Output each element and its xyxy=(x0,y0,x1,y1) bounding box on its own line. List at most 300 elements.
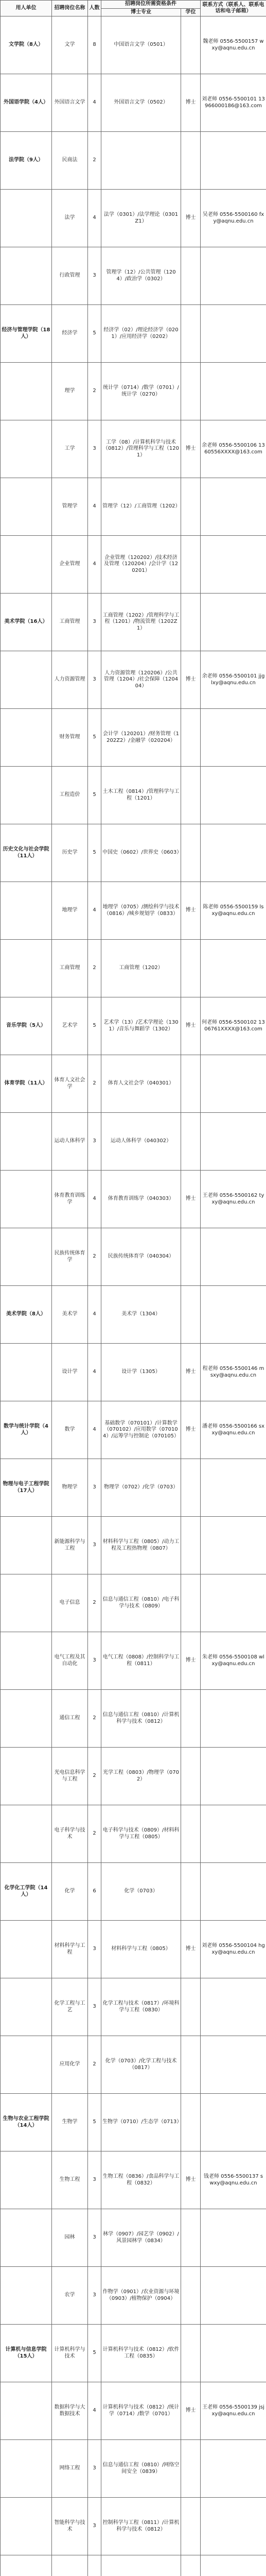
table-row xyxy=(1,1805,266,1863)
cell-contact xyxy=(201,478,266,536)
cell-unit xyxy=(1,536,52,594)
cell-count: 3 xyxy=(88,1517,101,1574)
table-row xyxy=(1,1113,266,1171)
cell-contact xyxy=(201,767,266,824)
table-header xyxy=(1,1,266,16)
cell-contact xyxy=(201,2094,266,2151)
table-row xyxy=(1,997,266,1055)
cell-count: 4 xyxy=(88,882,101,940)
cell-major: 物理学（0702）/化学（0703） xyxy=(101,1459,181,1517)
cell-major: 运动人体科学（040302） xyxy=(101,1113,181,1171)
cell-contact xyxy=(201,1574,266,1632)
cell-unit: 计算机与信息学院（15人） xyxy=(1,2325,52,2382)
cell-position: 光电信息科学与工程 xyxy=(52,1748,88,1805)
cell-contact xyxy=(201,1228,266,1286)
cell-degree: 博士 xyxy=(181,1921,201,1978)
cell-unit xyxy=(1,882,52,940)
cell-contact xyxy=(201,1286,266,1344)
cell-count: 3 xyxy=(88,2151,101,2209)
cell-degree: 博士 xyxy=(181,2382,201,2440)
cell-major: 工商管理（1202） xyxy=(101,940,181,997)
cell-major: 经济学（02）/理论经济学（0201）/应用经济学（0202） xyxy=(101,305,181,363)
cell-degree xyxy=(181,594,201,651)
cell-count: 4 xyxy=(88,1344,101,1401)
table-row xyxy=(1,2094,266,2151)
cell-count: 3 xyxy=(88,594,101,651)
cell-position: 体育人文社会学 xyxy=(52,1055,88,1113)
cell-degree xyxy=(181,2036,201,2094)
cell-contact: 余老师 0556-5500101 jjglxy@aqnu.edu.cn xyxy=(201,651,266,709)
cell-major: 艺术学（13）/艺术学理论（1301）/音乐与舞蹈学（1302） xyxy=(101,997,181,1055)
cell-unit xyxy=(1,2555,52,2576)
cell-count: 2 xyxy=(88,1228,101,1286)
cell-degree: 博士 xyxy=(181,651,201,709)
cell-count: 4 xyxy=(88,478,101,536)
cell-major: 林学（0907）/园艺学（0902）/风景园林学（0834） xyxy=(101,2209,181,2267)
cell-degree xyxy=(181,1748,201,1805)
cell-unit: 生物与农业工程学院（14人） xyxy=(1,2094,52,2151)
cell-count: 3 xyxy=(88,247,101,305)
cell-degree xyxy=(181,1055,201,1113)
cell-count: 4 xyxy=(88,1286,101,1344)
table-row xyxy=(1,1690,266,1748)
cell-major: 设计学（1305） xyxy=(101,1344,181,1401)
cell-position: 通信工程 xyxy=(52,1690,88,1748)
cell-unit: 外国语学院（4人） xyxy=(1,74,52,132)
cell-major: 化学工程与技术（0817）/环境科学与工程（0830） xyxy=(101,1978,181,2036)
cell-unit xyxy=(1,767,52,824)
cell-contact: 吴老师 0556-5500160 fxy@aqnu.edu.cn xyxy=(201,190,266,247)
cell-position: 应用化学 xyxy=(52,2036,88,2094)
cell-major: 生物工程（0836）/食品科学与工程（0832） xyxy=(101,2151,181,2209)
cell-degree xyxy=(181,2209,201,2267)
cell-degree: 博士 xyxy=(181,997,201,1055)
table-row xyxy=(1,1574,266,1632)
cell-count: 2 xyxy=(88,1748,101,1805)
cell-degree: 博士 xyxy=(181,420,201,478)
header-position: 招聘岗位名称 xyxy=(52,1,88,16)
cell-unit: 体育学院（11人） xyxy=(1,1055,52,1113)
cell-contact xyxy=(201,536,266,594)
cell-contact xyxy=(201,247,266,305)
cell-unit xyxy=(1,478,52,536)
cell-degree xyxy=(181,536,201,594)
cell-major: 地理学（0705）/测绘科学与技术（0816）/城乡规划学（0833） xyxy=(101,882,181,940)
cell-position: 艺术学 xyxy=(52,997,88,1055)
table-row xyxy=(1,1921,266,1978)
cell-major: 化学（0703） xyxy=(101,1863,181,1921)
cell-position: 生物工程 xyxy=(52,2151,88,2209)
cell-unit: 化学化工学院（14人） xyxy=(1,1863,52,1921)
table-row xyxy=(1,594,266,651)
cell-degree xyxy=(181,1863,201,1921)
cell-count: 4 xyxy=(88,2382,101,2440)
cell-major: 土木工程（0814）/管理科学与工程（1201） xyxy=(101,767,181,824)
cell-unit xyxy=(1,1113,52,1171)
table-row xyxy=(1,882,266,940)
cell-degree xyxy=(181,1978,201,2036)
table-row xyxy=(1,2555,266,2576)
cell-position: 园林 xyxy=(52,2209,88,2267)
cell-count: 6 xyxy=(88,1863,101,1921)
table-row xyxy=(1,1459,266,1517)
cell-major xyxy=(101,132,181,190)
cell-position: 网络工程 xyxy=(52,2440,88,2498)
cell-unit xyxy=(1,1805,52,1863)
cell-major: 电子科学与技术（0809）/材料科学与工程（0805） xyxy=(101,1805,181,1863)
cell-count: 4 xyxy=(88,536,101,594)
cell-count: 4 xyxy=(88,1171,101,1228)
cell-count: 2 xyxy=(88,1574,101,1632)
cell-count: 5 xyxy=(88,2094,101,2151)
table-row xyxy=(1,824,266,882)
cell-degree xyxy=(181,2267,201,2325)
cell-major: 材料科学与工程（0805）/动力工程及工程热物理（0807） xyxy=(101,1517,181,1574)
cell-count: 5 xyxy=(88,997,101,1055)
cell-contact: 何老师 0556-5500102 1306761XXXX@163.com xyxy=(201,997,266,1055)
cell-contact: 刘老师 0556-5500101 13966000186@163.com xyxy=(201,74,266,132)
cell-position: 智能科学与技术 xyxy=(52,2498,88,2555)
cell-count: 8 xyxy=(88,16,101,74)
cell-position: 化学工程与工艺 xyxy=(52,1978,88,2036)
cell-major: 企业管理（120202）/技术经济及管理（120204）/会计学（120201） xyxy=(101,536,181,594)
cell-degree: 博士 xyxy=(181,74,201,132)
cell-count: 3 xyxy=(88,1632,101,1690)
cell-unit: 美术学院（8人） xyxy=(1,1286,52,1344)
cell-contact xyxy=(201,2036,266,2094)
cell-position: 民族传统体育学 xyxy=(52,1228,88,1286)
cell-unit xyxy=(1,2151,52,2209)
cell-contact xyxy=(201,2498,266,2555)
table-row xyxy=(1,536,266,594)
cell-position: 工商管理 xyxy=(52,594,88,651)
table-row xyxy=(1,2036,266,2094)
cell-degree xyxy=(181,305,201,363)
cell-degree xyxy=(181,478,201,536)
cell-degree xyxy=(181,1228,201,1286)
cell-major: 工学（08）/计算机科学与技术（0812）/管理科学与工程（1201） xyxy=(101,420,181,478)
table-row xyxy=(1,1517,266,1574)
cell-count: 2 xyxy=(88,1690,101,1748)
cell-unit xyxy=(1,709,52,767)
cell-degree xyxy=(181,1459,201,1517)
cell-count: 2 xyxy=(88,1055,101,1113)
cell-degree xyxy=(181,2094,201,2151)
cell-unit: 音乐学院（5人） xyxy=(1,997,52,1055)
cell-contact: 刘老师 0556-5500104 hgxy@aqnu.edu.cn xyxy=(201,1921,266,1978)
cell-major: 光学工程（0803）/物理学（0702） xyxy=(101,1748,181,1805)
cell-count: 2 xyxy=(88,2036,101,2094)
cell-degree: 博士 xyxy=(181,1344,201,1401)
cell-unit xyxy=(1,1228,52,1286)
cell-unit xyxy=(1,1690,52,1748)
table-row xyxy=(1,767,266,824)
cell-major: 外国语言文学（0502） xyxy=(101,74,181,132)
cell-count: 5 xyxy=(88,767,101,824)
cell-position: 法学 xyxy=(52,190,88,247)
cell-position: 财务管理 xyxy=(52,709,88,767)
header-row xyxy=(1,1,266,9)
cell-position: 数据科学与大数据技术 xyxy=(52,2382,88,2440)
cell-position: 经济学 xyxy=(52,305,88,363)
cell-position: 地理学 xyxy=(52,882,88,940)
table-row xyxy=(1,1228,266,1286)
table-row xyxy=(1,2151,266,2209)
cell-contact: 潘老师 0556-5500166 sxxy@aqnu.edu.cn xyxy=(201,1401,266,1459)
cell-unit xyxy=(1,2440,52,2498)
cell-count: 3 xyxy=(88,1113,101,1171)
cell-degree xyxy=(181,16,201,74)
cell-major: 信息与通信工程（0810）/计算机科学与技术（0812） xyxy=(101,1690,181,1748)
cell-position: 工商管理 xyxy=(52,940,88,997)
table-row xyxy=(1,940,266,997)
cell-position: 文学 xyxy=(52,16,88,74)
table-row xyxy=(1,2325,266,2382)
cell-count: 4 xyxy=(88,74,101,132)
cell-contact: 魏老师 0556-5500157 wxy@aqnu.edu.cn xyxy=(201,16,266,74)
cell-position: 数学 xyxy=(52,1401,88,1459)
table-row xyxy=(1,190,266,247)
header-count: 人数 xyxy=(88,1,101,16)
cell-unit xyxy=(1,1978,52,2036)
cell-position: 外国语言文学 xyxy=(52,74,88,132)
cell-degree xyxy=(181,824,201,882)
cell-degree: 博士 xyxy=(181,1632,201,1690)
cell-position: 行政管理 xyxy=(52,247,88,305)
cell-major: 电气工程（0808）/控制科学与工程（0811） xyxy=(101,1632,181,1690)
cell-major: 控制科学与工程（0811）/计算机科学与技术（0812） xyxy=(101,2498,181,2555)
cell-position: 计算机科学与技术 xyxy=(52,2325,88,2382)
table-row xyxy=(1,1286,266,1344)
cell-count: 3 xyxy=(88,2267,101,2325)
cell-major: 体育人文社会学（040301） xyxy=(101,1055,181,1113)
table-row xyxy=(1,420,266,478)
cell-major: 民族传统体育学（040304） xyxy=(101,1228,181,1286)
cell-major: 化学（0703）/化学工程与技术（0817） xyxy=(101,2036,181,2094)
cell-count: 3 xyxy=(88,2209,101,2267)
cell-position: 民商法 xyxy=(52,132,88,190)
cell-unit: 经济与管理学院（18人） xyxy=(1,305,52,363)
cell-major: 中国史（0602）/世界史（0603） xyxy=(101,824,181,882)
cell-degree: 博士 xyxy=(181,1171,201,1228)
cell-major: 法学（0301）/法学理论（0301Z1） xyxy=(101,190,181,247)
table-row xyxy=(1,1401,266,1459)
cell-count: 3 xyxy=(88,1978,101,2036)
cell-position: 理学 xyxy=(52,363,88,420)
cell-count: 5 xyxy=(88,305,101,363)
table-row xyxy=(1,709,266,767)
cell-count: 2 xyxy=(88,940,101,997)
cell-major: 管理学（12）/工商管理（1202） xyxy=(101,478,181,536)
cell-position: 美术学 xyxy=(52,1286,88,1344)
cell-contact xyxy=(201,1805,266,1863)
cell-degree xyxy=(181,940,201,997)
cell-major: 美术学（1304） xyxy=(101,1286,181,1344)
cell-degree xyxy=(181,709,201,767)
cell-major: 人力资源管理（120206）/公共管理（1204）/社会保障（120404） xyxy=(101,651,181,709)
cell-degree xyxy=(181,1286,201,1344)
cell-contact xyxy=(201,2267,266,2325)
cell-count: 2 xyxy=(88,1805,101,1863)
cell-contact: 朱老师 0556-5500108 wlxy@aqnu.edu.cn xyxy=(201,1632,266,1690)
cell-contact xyxy=(201,1978,266,2036)
cell-unit: 法学院（9人） xyxy=(1,132,52,190)
cell-major: 计算机科学与技术（0812）/统计学（0714）/数学（0701） xyxy=(101,2382,181,2440)
cell-contact xyxy=(201,709,266,767)
cell-contact xyxy=(201,1517,266,1574)
cell-contact xyxy=(201,2440,266,2498)
cell-degree xyxy=(181,2325,201,2382)
cell-major: 计算机科学与技术（0812）/软件工程（0835） xyxy=(101,2325,181,2382)
header-unit: 用人单位 xyxy=(1,1,52,16)
cell-position: 电气工程及其自动化 xyxy=(52,1632,88,1690)
cell-count: 5 xyxy=(88,709,101,767)
cell-degree xyxy=(181,2440,201,2498)
cell-degree xyxy=(181,132,201,190)
cell-major: 作物学（0901）/农业资源与环境（0903）/植物保护（0904） xyxy=(101,2267,181,2325)
cell-degree xyxy=(181,2498,201,2555)
cell-major: 管理学（12）/公共管理（1204）/政治学（0302） xyxy=(101,247,181,305)
table-row xyxy=(1,363,266,420)
table-row xyxy=(1,651,266,709)
cell-major: 工商管理（1202）/管理科学与工程（1201）/物流管理（1202Z1） xyxy=(101,594,181,651)
cell-degree xyxy=(181,1574,201,1632)
table-row xyxy=(1,305,266,363)
table-row xyxy=(1,2498,266,2555)
cell-contact xyxy=(201,1863,266,1921)
cell-count: 3 xyxy=(88,2498,101,2555)
cell-degree xyxy=(181,247,201,305)
table-row xyxy=(1,2267,266,2325)
cell-count: 2 xyxy=(88,363,101,420)
cell-contact: 钱老师 0556-5500137 swxy@aqnu.edu.cn xyxy=(201,2151,266,2209)
cell-degree xyxy=(181,1690,201,1748)
cell-count: 3 xyxy=(88,651,101,709)
cell-contact: 王老师 0556-5500139 jsjxy@aqnu.edu.cn xyxy=(201,2382,266,2440)
cell-position: 电子科学与技术 xyxy=(52,1805,88,1863)
table-row xyxy=(1,1171,266,1228)
cell-contact: 陈老师 0556-5500159 lsxy@aqnu.edu.cn xyxy=(201,882,266,940)
cell-position: 历史学 xyxy=(52,824,88,882)
cell-position: 企业管理 xyxy=(52,536,88,594)
cell-count: 3 xyxy=(88,2440,101,2498)
table-row xyxy=(1,1055,266,1113)
table-body xyxy=(1,16,266,2576)
cell-unit xyxy=(1,1921,52,1978)
table-row xyxy=(1,74,266,132)
cell-count: 5 xyxy=(88,824,101,882)
cell-count: 4 xyxy=(88,190,101,247)
cell-unit xyxy=(1,2036,52,2094)
cell-degree: 博士 xyxy=(181,190,201,247)
cell-contact: 余老师 0556-5500106 1360556XXXX@163.com xyxy=(201,420,266,478)
cell-major xyxy=(101,2555,181,2576)
cell-unit xyxy=(1,1344,52,1401)
cell-contact: 王老师 0556-5500162 tyxy@aqnu.edu.cn xyxy=(201,1171,266,1228)
cell-degree xyxy=(181,363,201,420)
cell-major: 基础数学（070101）/计算数学（070102）/应用数学（070104）/运筹学与控制论（070105） xyxy=(101,1401,181,1459)
cell-position: 管理学 xyxy=(52,478,88,536)
cell-unit xyxy=(1,190,52,247)
cell-unit xyxy=(1,1574,52,1632)
cell-contact xyxy=(201,1690,266,1748)
cell-count: 3 xyxy=(88,420,101,478)
cell-degree xyxy=(181,1805,201,1863)
cell-count: 3 xyxy=(88,1459,101,1517)
cell-position xyxy=(52,2555,88,2576)
cell-contact xyxy=(201,594,266,651)
cell-contact xyxy=(201,940,266,997)
cell-unit xyxy=(1,2382,52,2440)
table-row xyxy=(1,478,266,536)
cell-count: 4 xyxy=(88,1401,101,1459)
cell-contact xyxy=(201,305,266,363)
cell-degree: 博士 xyxy=(181,2151,201,2209)
cell-unit xyxy=(1,1517,52,1574)
cell-contact xyxy=(201,824,266,882)
header-requirements: 招聘岗位所需资格条件 xyxy=(101,1,201,9)
table-row xyxy=(1,1978,266,2036)
cell-contact xyxy=(201,2555,266,2576)
cell-unit xyxy=(1,2498,52,2555)
table-row xyxy=(1,2440,266,2498)
cell-position: 电子信息 xyxy=(52,1574,88,1632)
cell-contact xyxy=(201,1748,266,1805)
cell-count: 5 xyxy=(88,2325,101,2382)
cell-contact xyxy=(201,132,266,190)
cell-contact: 程老师 0556-5500146 msxy@aqnu.edu.cn xyxy=(201,1344,266,1401)
table-row xyxy=(1,1344,266,1401)
cell-degree: 博士 xyxy=(181,882,201,940)
cell-unit: 文学院（8人） xyxy=(1,16,52,74)
cell-major: 信息与通信工程（0810）/网络空间安全（0839） xyxy=(101,2440,181,2498)
cell-unit: 物理与电子工程学院（17人） xyxy=(1,1459,52,1517)
cell-count: 3 xyxy=(88,1921,101,1978)
cell-major: 会计学（120201）/财务管理（1202Z2）/金融学（020204） xyxy=(101,709,181,767)
cell-unit xyxy=(1,651,52,709)
cell-contact xyxy=(201,363,266,420)
cell-count: 2 xyxy=(88,132,101,190)
cell-position: 工程造价 xyxy=(52,767,88,824)
cell-unit: 美术学院（16人） xyxy=(1,594,52,651)
cell-degree xyxy=(181,2555,201,2576)
cell-contact xyxy=(201,1055,266,1113)
cell-count xyxy=(88,2555,101,2576)
cell-position: 人力资源管理 xyxy=(52,651,88,709)
cell-position: 体育教育训练学 xyxy=(52,1171,88,1228)
cell-unit xyxy=(1,2267,52,2325)
cell-major: 生物学（0710）/生态学（0713） xyxy=(101,2094,181,2151)
cell-position: 物理学 xyxy=(52,1459,88,1517)
cell-major: 信息与通信工程（0810）/电子科学与技术（0809） xyxy=(101,1574,181,1632)
cell-unit xyxy=(1,420,52,478)
cell-unit xyxy=(1,1171,52,1228)
header-contact: 联系方式（联系人、联系电话和电子邮箱） xyxy=(201,1,266,16)
cell-contact xyxy=(201,1113,266,1171)
table-row xyxy=(1,132,266,190)
cell-unit xyxy=(1,2209,52,2267)
table-row xyxy=(1,2382,266,2440)
cell-unit xyxy=(1,1748,52,1805)
table-row xyxy=(1,1632,266,1690)
cell-contact xyxy=(201,2209,266,2267)
cell-position: 化学 xyxy=(52,1863,88,1921)
cell-major: 中国语言文学（0501） xyxy=(101,16,181,74)
cell-contact xyxy=(201,2325,266,2382)
cell-unit xyxy=(1,940,52,997)
cell-major: 体育教育训练学（040303） xyxy=(101,1171,181,1228)
cell-degree: 博士 xyxy=(181,1401,201,1459)
